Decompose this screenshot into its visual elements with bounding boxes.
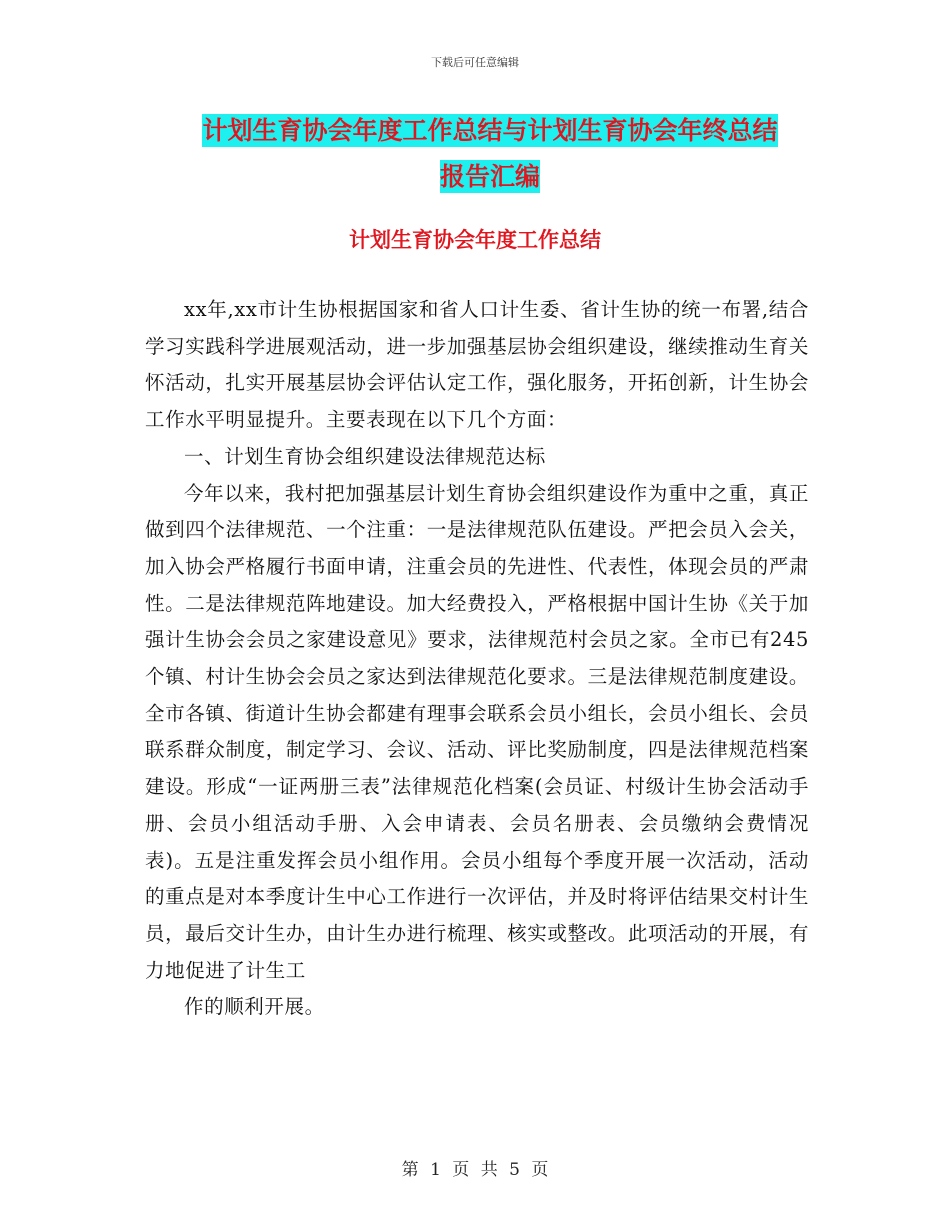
- document-title-line-1: 计划生育协会年度工作总结与计划生育协会年终总结: [202, 116, 778, 145]
- paragraph-details: 今年以来，我村把加强基层计划生育协会组织建设作为重中之重，真正做到四个法律规范、一个注重：一是法律规范队伍建设。严把会员入会关，加入协会严格履行书面申请，注重会员的先进性、代表性，体现会员的严肃性。二是法律规范阵地建设。加大经费投入，严格根据中国计生协《关于加强计生协会会员之家建设意见》要求，法律规范村会员之家。全市已有245个镇、村计生协会会员之家达到法律规范化要求。三是法律规范制度建设。全市各镇、街道计生协会都建有理事会联系会员小组长，会员小组长、会员联系群众制度，制定学习、会议、活动、评比奖励制度，四是法律规范档案建设。形成“一证两册三表”法律规范化档案(会员证、村级计生协会活动手册、会员小组活动手册、入会申请表、会员名册表、会员缴纳会费情况表)。五是注重发挥会员小组作用。会员小组每个季度开展一次活动，活动的重点是对本季度计生中心工作进行一次评估，并及时将评估结果交村计生员，最后交计生办，由计生办进行梳理、核实或整改。此项活动的开展，有力地促进了计生工: [145, 481, 809, 982]
- paragraph-intro: xx年,xx市计生协根据国家和省人口计生委、省计生协的统一布署,结合学习实践科学进展观活动，进一步加强基层协会组织建设，继续推动生育关怀活动，扎实开展基层协会评估认定工作，强化服务，开拓创新，计生协会工作水平明显提升。主要表现在以下几个方面：: [145, 298, 809, 432]
- section-title: 计划生育协会年度工作总结: [349, 228, 601, 252]
- paragraph-heading-1: 一、计划生育协会组织建设法律规范达标: [184, 444, 546, 468]
- paragraph-continuation: 作的顺利开展。: [184, 995, 325, 1019]
- page-number-footer: 第 1 页 共 5 页: [401, 1160, 549, 1180]
- header-note: 下载后可任意编辑: [431, 56, 519, 69]
- document-title-line-2: 报告汇编: [439, 162, 540, 191]
- document-title: [145, 108, 835, 200]
- document-body: [145, 292, 809, 1026]
